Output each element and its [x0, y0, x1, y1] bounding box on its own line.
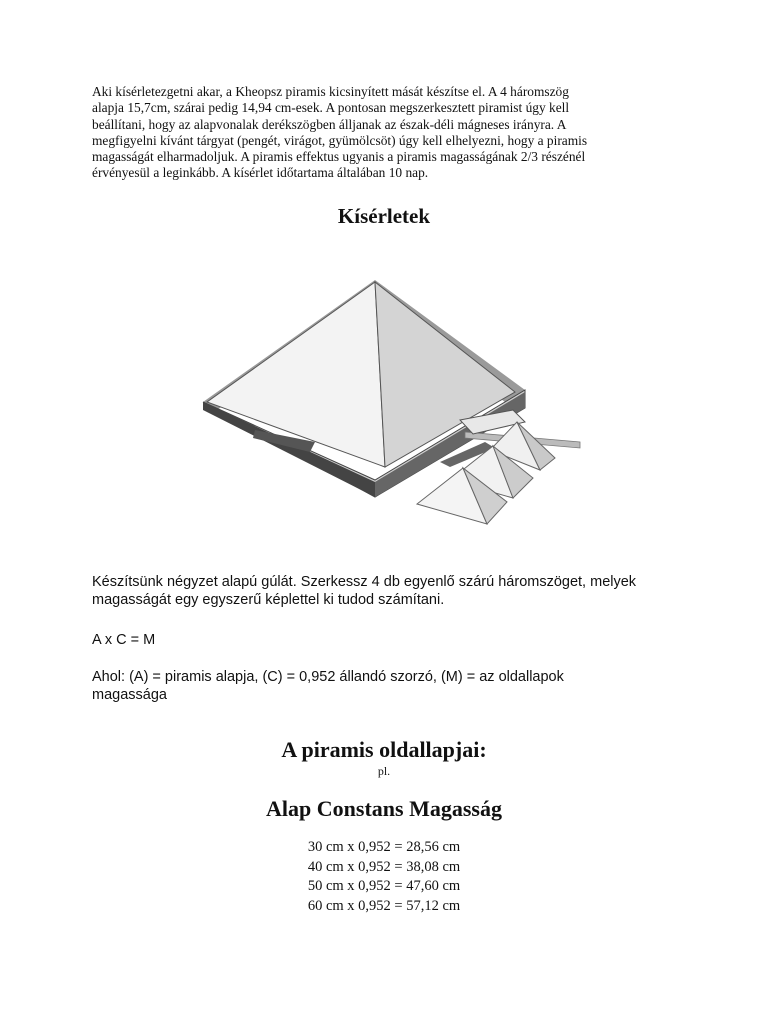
- example-label: pl.: [377, 764, 391, 778]
- build-line: magasságát egy egyszerű képlettel ki tudod számítani.: [92, 592, 445, 608]
- calculation-row: 30 cm x 0,952 = 28,56 cm: [307, 839, 461, 855]
- build-line: Készítsünk négyzet alapú gúlát. Szerkessz 4 db egyenlő szárú háromszöget, melyek: [92, 574, 637, 590]
- intro-line: megfigyelni kívánt tárgyat (pengét, virágot, gyümölcsöt) úgy kell elhelyezni, hogy a piramis: [92, 132, 588, 148]
- formula-definition: [92, 668, 692, 704]
- pyramid-illustration-svg: [195, 262, 590, 532]
- calculation-row: 60 cm x 0,952 = 57,12 cm: [307, 897, 461, 914]
- section-title: Kísérletek: [337, 204, 431, 228]
- definition-line: Ahol: (A) = piramis alapja, (C) = 0,952 állandó szorzó, (M) = az oldallapok: [92, 669, 564, 685]
- intro-line: érvényesül a leginkább. A kísérlet időtartama általában 10 nap.: [92, 165, 429, 181]
- definition-line: magassága: [92, 687, 167, 703]
- calculation-list: [0, 838, 768, 916]
- pyramid-illustration: [195, 262, 590, 532]
- intro-line: magasságát elharmadoljuk. A piramis effektus ugyanis a piramis magasságának 2/3 részénél: [92, 149, 586, 165]
- sides-title: A piramis oldallapjai:: [281, 737, 487, 762]
- build-instructions: [92, 573, 692, 609]
- intro-line: beállítani, hogy az alapvonalak derékszögben álljanak az észak-déli mágneses irányra. A: [92, 116, 567, 132]
- table-header: Alap Constans Magasság: [266, 796, 502, 821]
- intro-line: alapja 15,7cm, szárai pedig 14,94 cm-esek. A pontosan megszerkesztett piramist úgy kell: [92, 100, 570, 116]
- intro-paragraph: [92, 84, 672, 182]
- intro-line: Aki kísérletezgetni akar, a Kheopsz piramis kicsinyített mását készítse el. A 4 háromszög: [92, 84, 569, 99]
- calculation-row: 40 cm x 0,952 = 38,08 cm: [307, 858, 461, 875]
- calculation-row: 50 cm x 0,952 = 47,60 cm: [307, 878, 461, 894]
- formula: A x C = M: [92, 632, 156, 648]
